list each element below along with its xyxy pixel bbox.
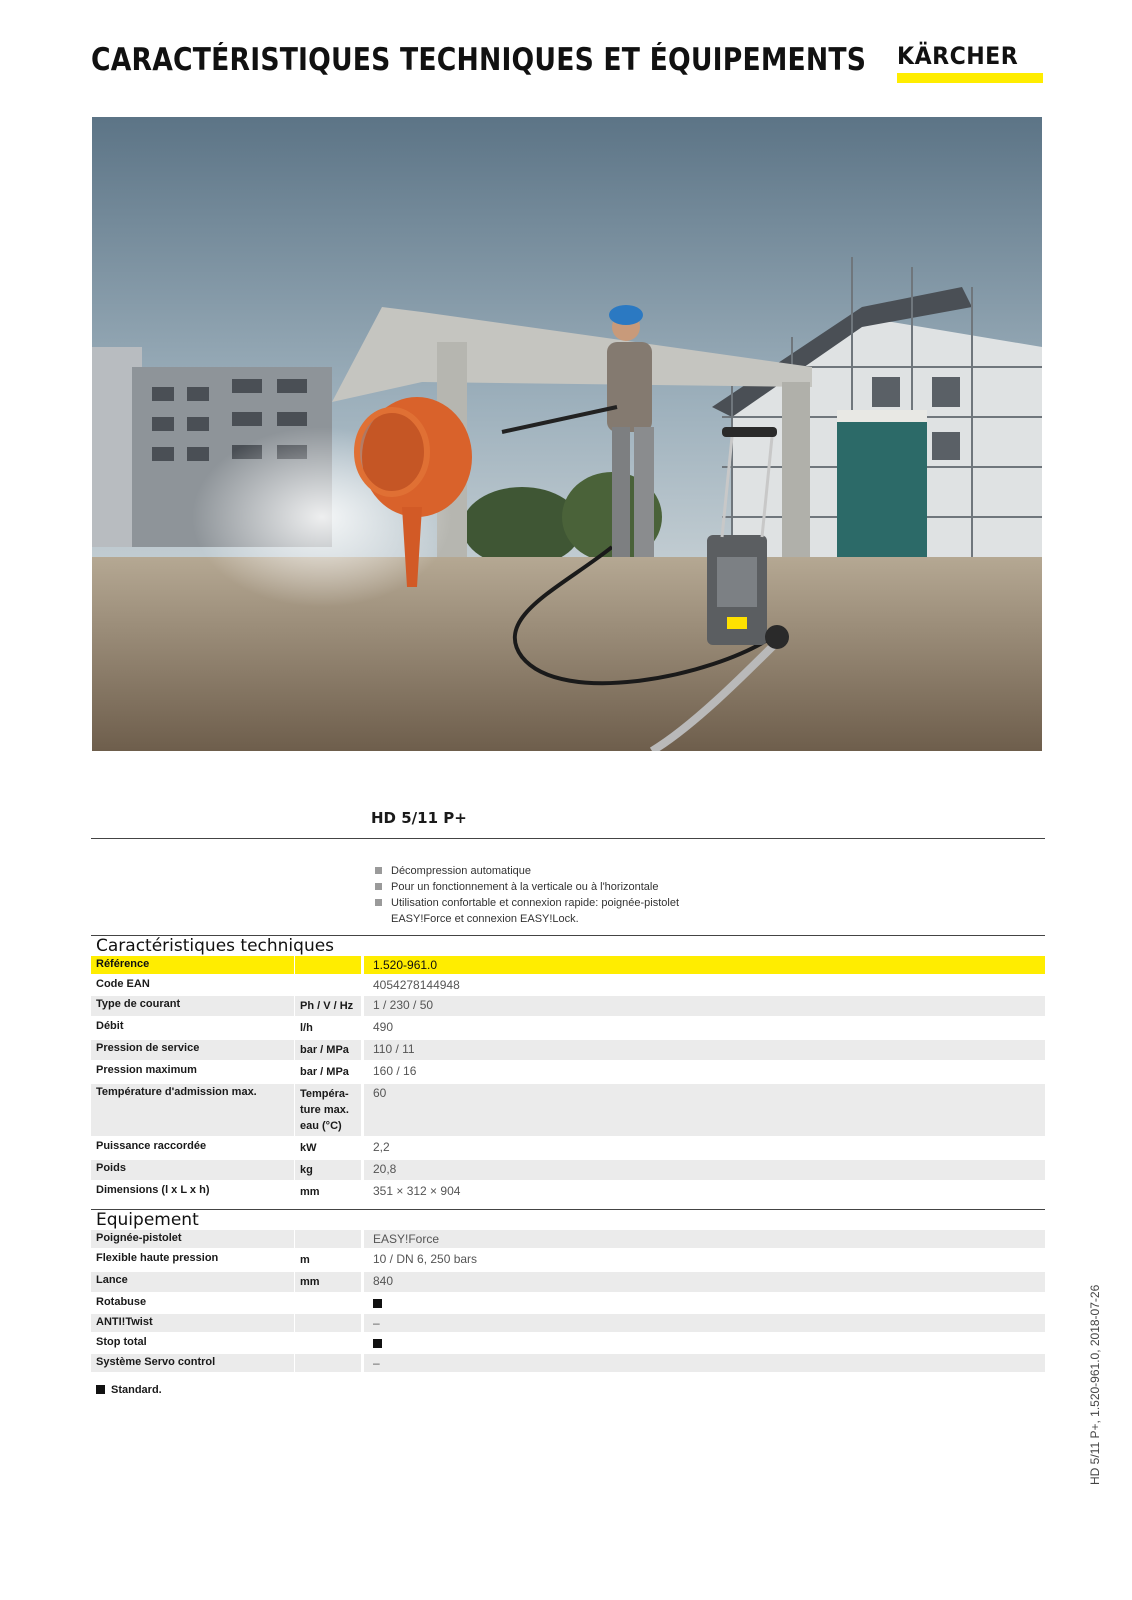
table-row [91, 1334, 1045, 1352]
row-label: ANTI!Twist [91, 1314, 294, 1332]
row-value: 160 / 16 [373, 1064, 417, 1078]
row-value: 490 [373, 1020, 394, 1034]
row-value: 10 / DN 6, 250 bars [373, 1252, 478, 1266]
technical-specs-table [91, 956, 1045, 1204]
logo-yellow-bar [897, 73, 1043, 83]
row-label: Température d'admission max. [91, 1084, 294, 1136]
table-row [91, 956, 1045, 974]
legend-text: Standard. [111, 1384, 162, 1396]
row-label: Pression de service [91, 1040, 294, 1060]
row-value: 1 / 230 / 50 [364, 996, 1045, 1016]
row-unit: bar / MPa [300, 1066, 349, 1078]
row-unit: mm [300, 1186, 320, 1198]
table-row [91, 1230, 1045, 1248]
row-unit: m [300, 1254, 310, 1266]
row-unit: kg [295, 1160, 361, 1180]
row-label: Système Servo control [91, 1354, 294, 1372]
table-row [91, 1250, 1045, 1270]
bullet-square-icon [375, 867, 382, 874]
table-row [91, 1314, 1045, 1332]
divider [91, 1209, 1045, 1210]
row-label: Poids [91, 1160, 294, 1180]
row-unit: l/h [300, 1022, 313, 1034]
divider [91, 838, 1045, 839]
row-label: Dimensions (l x L x h) [96, 1184, 210, 1196]
standard-square-icon [96, 1385, 105, 1394]
feature-item [374, 879, 679, 895]
standard-square-icon [373, 1299, 382, 1308]
equipment-table [91, 1230, 1045, 1374]
row-unit [295, 1294, 361, 1312]
product-hero-photo [92, 117, 1042, 751]
row-value: 110 / 11 [364, 1040, 1045, 1060]
row-label: Poignée-pistolet [91, 1230, 294, 1248]
standard-square-icon [373, 1339, 382, 1348]
row-label: Référence [91, 956, 294, 974]
row-unit [295, 1314, 361, 1332]
equipment-section-title: Equipement [96, 1210, 199, 1230]
model-title: HD 5/11 P+ [371, 809, 467, 827]
row-label: Lance [91, 1272, 294, 1292]
feature-text: EASY!Force et connexion EASY!Lock. [391, 913, 579, 925]
page-title: CARACTÉRISTIQUES TECHNIQUES ET ÉQUIPEMENTS [91, 42, 867, 78]
logo-text: KÄRCHER [897, 42, 1019, 70]
row-label: Code EAN [96, 978, 150, 990]
table-row [91, 1084, 1045, 1136]
feature-text: Utilisation confortable et connexion rapide: poignée-pistolet [391, 897, 680, 909]
row-unit: mm [295, 1272, 361, 1292]
feature-item-continued [374, 911, 679, 927]
row-unit: kW [300, 1142, 317, 1154]
document-footer-reference: HD 5/11 P+, 1.520-961.0, 2018-07-26 [1088, 1284, 1102, 1485]
row-unit [295, 976, 361, 994]
row-value [364, 1294, 1045, 1312]
feature-item [374, 895, 679, 911]
row-label: Puissance raccordée [96, 1140, 207, 1152]
row-value: 60 [364, 1084, 1045, 1136]
table-row [91, 1062, 1045, 1082]
row-value: EASY!Force [364, 1230, 1045, 1248]
row-unit: bar / MPa [295, 1040, 361, 1060]
row-unit [295, 956, 361, 974]
row-label: Stop total [96, 1336, 147, 1348]
row-value [364, 1334, 1045, 1352]
row-value: 4054278144948 [373, 978, 460, 992]
row-value: 20,8 [364, 1160, 1045, 1180]
row-unit [295, 1354, 361, 1372]
row-value: – [364, 1314, 1045, 1332]
legend [96, 1384, 162, 1396]
row-label: Type de courant [91, 996, 294, 1016]
table-row [91, 1018, 1045, 1038]
feature-text: Décompression automatique [391, 865, 532, 877]
row-unit [295, 1230, 361, 1248]
feature-list [374, 863, 679, 927]
row-value: 2,2 [373, 1140, 390, 1154]
row-value: – [364, 1354, 1045, 1372]
table-row [91, 1294, 1045, 1312]
row-value: 1.520-961.0 [364, 956, 1045, 974]
table-row [91, 1040, 1045, 1060]
table-row [91, 996, 1045, 1016]
row-value: 840 [364, 1272, 1045, 1292]
row-unit [295, 1334, 361, 1352]
table-row [91, 1272, 1045, 1292]
table-row [91, 1160, 1045, 1180]
table-row [91, 1354, 1045, 1372]
bullet-square-icon [375, 899, 382, 906]
table-row [91, 976, 1045, 994]
row-label: Débit [96, 1020, 124, 1032]
row-label: Flexible haute pression [96, 1252, 219, 1264]
row-value: 351 × 312 × 904 [373, 1184, 461, 1198]
technical-section-title: Caractéristiques techniques [96, 936, 335, 956]
feature-item [374, 863, 679, 879]
bullet-square-icon [375, 883, 382, 890]
row-label: Rotabuse [96, 1296, 147, 1308]
karcher-logo [897, 42, 1043, 83]
row-unit: Ph / V / Hz [295, 996, 361, 1016]
table-row [91, 1182, 1045, 1202]
table-row [91, 1138, 1045, 1158]
row-label: Pression maximum [96, 1064, 197, 1076]
feature-text: Pour un fonctionnement à la verticale ou à l'horizontale [391, 881, 659, 893]
row-unit: Tempéra-ture max. eau (°C) [295, 1084, 361, 1136]
